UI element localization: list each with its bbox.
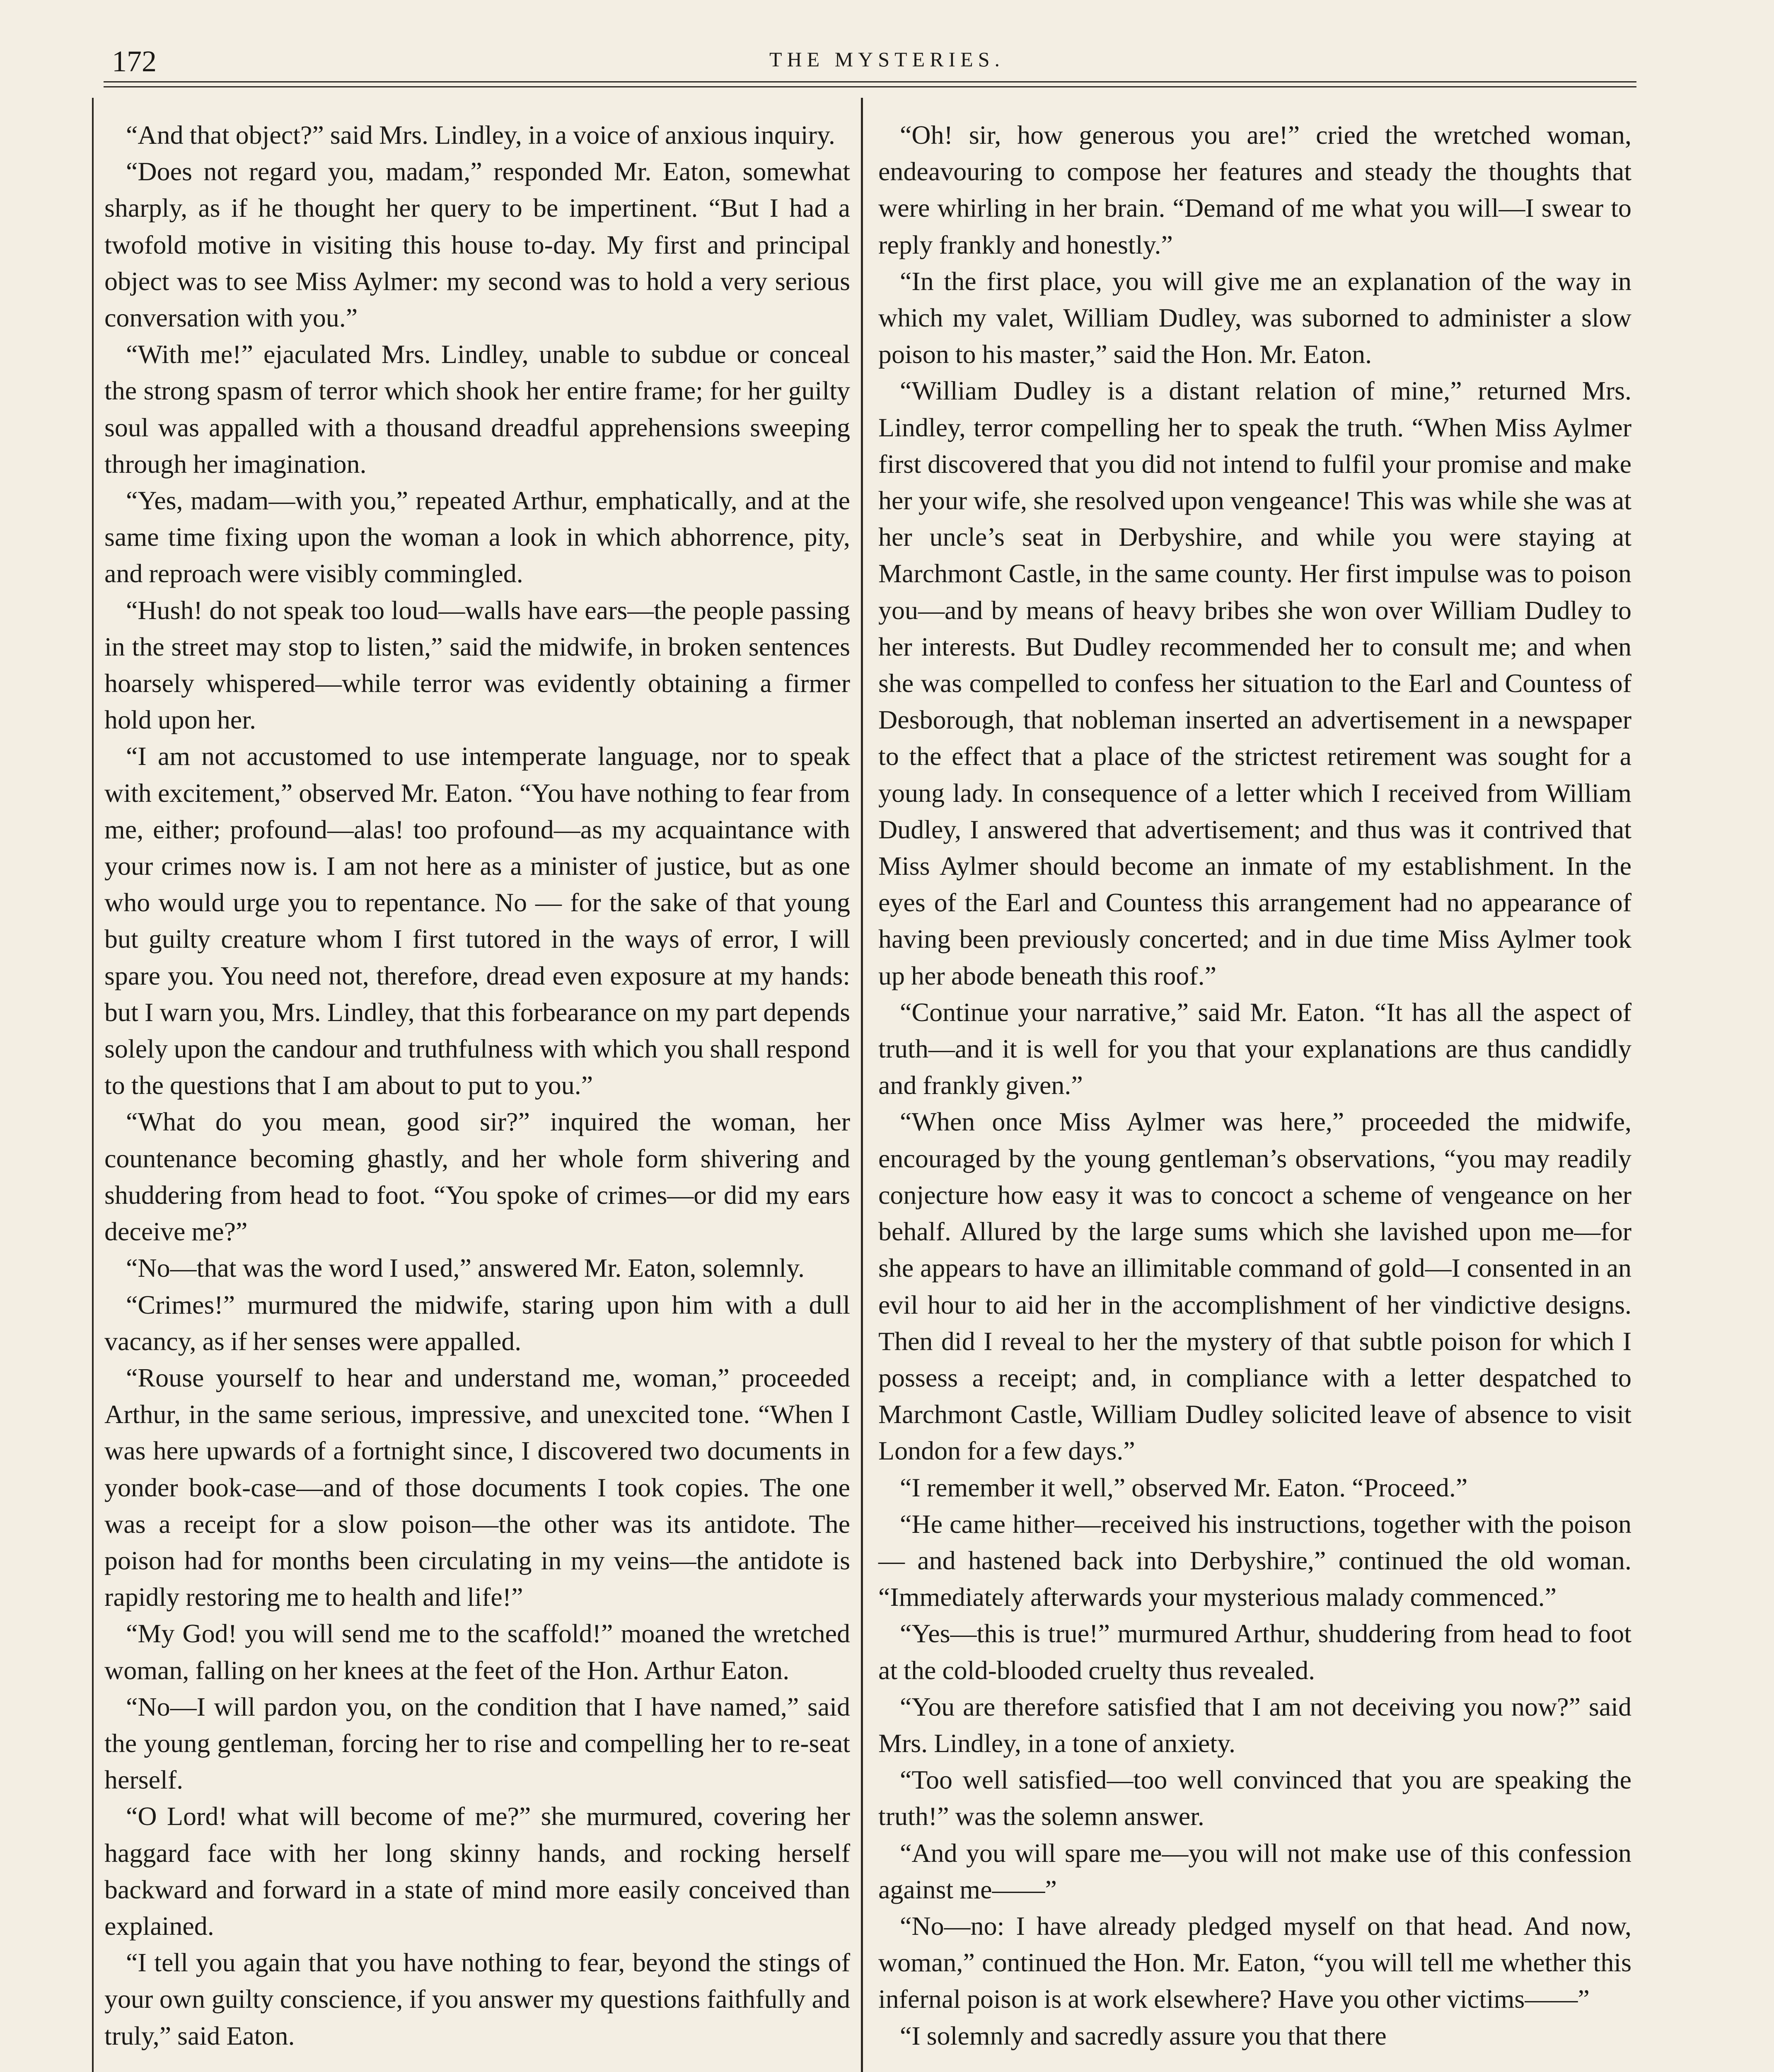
paragraph: “I tell you again that you have nothing to fear, beyond the stings of your own guilty conscience, if you answer my questions faithfully and truly,” said Eaton. (104, 1948, 850, 2050)
paragraph: “Does not regard you, madam,” responded Mr. Eaton, somewhat sharply, as if he thought her query to be impertinent. “But I had a twofold motive in visiting this house to-day. My first and principal object was to see Miss Aylmer: my second was to hold a very serious conversation with you.” (104, 157, 850, 333)
paragraph: “Too well satisfied—too well convinced that you are speaking the truth!” was the solemn answer. (878, 1765, 1631, 1831)
paragraph: “No—that was the word I used,” answered Mr. Eaton, solemnly. (126, 1253, 805, 1283)
paragraph: “Yes—this is true!” murmured Arthur, shuddering from head to foot at the cold-blooded cruelty thus revealed. (878, 1619, 1631, 1685)
paragraph: “You are therefore satisfied that I am not deceiving you now?” said Mrs. Lindley, in a tone of anxiety. (878, 1692, 1631, 1758)
paragraph: “In the first place, you will give me an explanation of the way in which my valet, William Dudley, was suborned to administer a slow poison to his master,” said the Hon. Mr. Eaton. (878, 266, 1631, 369)
left-margin-rule (92, 98, 94, 2072)
column-divider (861, 98, 863, 2072)
left-column (104, 117, 850, 2054)
paragraph: “Oh! sir, how generous you are!” cried the wretched woman, endeavouring to compose her features and steady the thoughts that were whirling in her brain. “Demand of me what you will—I swear to reply frankly and honestly.” (878, 120, 1631, 259)
running-title: THE MYSTERIES. (769, 48, 1005, 71)
paragraph: “I remember it well,” observed Mr. Eaton. “Proceed.” (900, 1472, 1468, 1502)
paragraph: “No—I will pardon you, on the condition that I have named,” said the young gentleman, forcing her to rise and compelling her to re-seat herself. (104, 1692, 850, 1795)
paragraph: “Hush! do not speak too loud—walls have ears—the people passing in the street may stop to listen,” said the midwife, in broken sentences hoarsely whispered—while terror was evidently obtaining a firmer hold upon her. (104, 595, 850, 735)
paragraph: “He came hither—received his instructions, together with the poison — and hastened back into Derbyshire,” continued the old woman. “Immediately afterwards your mysterious malady commenced.” (878, 1509, 1631, 1612)
page-number: 172 (112, 45, 157, 78)
paragraph: “O Lord! what will become of me?” she murmured, covering her haggard face with her long skinny hands, and rocking herself backward and forward in a state of mind more easily conceived than explained. (104, 1801, 850, 1941)
paragraph: “I am not accustomed to use intemperate language, nor to speak with excitement,” observed Mr. Eaton. “You have nothing to fear from me, either; profound—alas! too profound—as my acquaintance with your crimes now is. I am not here as a minister of justice, but as one who would urge you to repentance. No — for the sake of that young but guilty creature whom I first tutored in the ways of error, I will spare you. You need not, therefore, dread even exposure at my hands: but I warn you, Mrs. Lindley, that this forbearance on my part depends solely upon the candour and truthfulness with which you shall respond to the questions that I am about to put to you.” (104, 741, 850, 1100)
paragraph: “No—no: I have already pledged myself on that head. And now, woman,” continued the Hon. Mr. Eaton, “you will tell me whether this infernal poison is at work elsewhere? Have you other victims——” (878, 1911, 1631, 2014)
paragraph: “William Dudley is a distant relation of mine,” returned Mrs. Lindley, terror compelling her to speak the truth. “When Miss Aylmer first discovered that you did not intend to fulfil your promise and make her your wife, she resolved upon vengeance! This was while she was at her uncle’s seat in Derbyshire, and while you were staying at Marchmont Castle, in the same county. Her first impulse was to poison you—and by means of heavy bribes she won over William Dudley to her interests. But Dudley recommended her to consult me; and when she was compelled to confess her situation to the Earl and Countess of Desborough, that nobleman inserted an advertisement in a newspaper to the effect that a place of the strictest retirement was sought for a young lady. In consequence of a letter which I received from William Dudley, I answered that advertisement; and thus was it contrived that Miss Aylmer should become an inmate of my establishment. In the eyes of the Earl and Countess this arrangement had no appearance of having been previously concerted; and in due time Miss Aylmer took up her abode beneath this roof.” (878, 376, 1631, 990)
paragraph: “Rouse yourself to hear and understand me, woman,” proceeded Arthur, in the same serious, impressive, and unexcited tone. “When I was here upwards of a fortnight since, I discovered two documents in yonder book-case—and of those documents I took copies. The one was a receipt for a slow poison—the other was its antidote. The poison had for months been circulating in my veins—the antidote is rapidly restoring me to health and life!” (104, 1363, 850, 1612)
paragraph: “And that object?” said Mrs. Lindley, in a voice of anxious inquiry. (126, 120, 835, 150)
paragraph: “My God! you will send me to the scaffold!” moaned the wretched woman, falling on her knees at the feet of the Hon. Arthur Eaton. (104, 1619, 850, 1685)
paragraph: “Continue your narrative,” said Mr. Eaton. “It has all the aspect of truth—and it is well for you that your explanations are thus candidly and frankly given.” (878, 997, 1631, 1100)
paragraph: “Yes, madam—with you,” repeated Arthur, emphatically, and at the same time fixing upon the woman a look in which abhorrence, pity, and reproach were visibly commingled. (104, 486, 850, 588)
right-column (878, 117, 1631, 2054)
paragraph: “When once Miss Aylmer was here,” proceeded the midwife, encouraged by the young gentleman’s observations, “you may readily conjecture how easy it was to concoct a scheme of vengeance on her behalf. Allured by the large sums which she lavished upon me—for she appears to have an illimitable command of gold—I consented in an evil hour to aid her in the accomplishment of her vindictive designs. Then did I reveal to her the mystery of that subtle poison for which I possess a receipt; and, in compliance with a letter despatched to Marchmont Castle, William Dudley solicited leave of absence to visit London for a few days.” (878, 1107, 1631, 1466)
paragraph: “With me!” ejaculated Mrs. Lindley, unable to subdue or conceal the strong spasm of terror which shook her entire frame; for her guilty soul was appalled with a thousand dreadful apprehensions sweeping through her imagination. (104, 339, 850, 479)
paragraph: “I solemnly and sacredly assure you that there (900, 2021, 1387, 2050)
paragraph: “Crimes!” murmured the midwife, staring upon him with a dull vacancy, as if her senses were appalled. (104, 1290, 850, 1356)
header-rule (104, 81, 1636, 87)
paragraph: “And you will spare me—you will not make use of this confession against me——” (878, 1838, 1631, 1904)
paragraph: “What do you mean, good sir?” inquired the woman, her countenance becoming ghastly, and her whole form shivering and shuddering from head to foot. “You spoke of crimes—or did my ears deceive me?” (104, 1107, 850, 1247)
